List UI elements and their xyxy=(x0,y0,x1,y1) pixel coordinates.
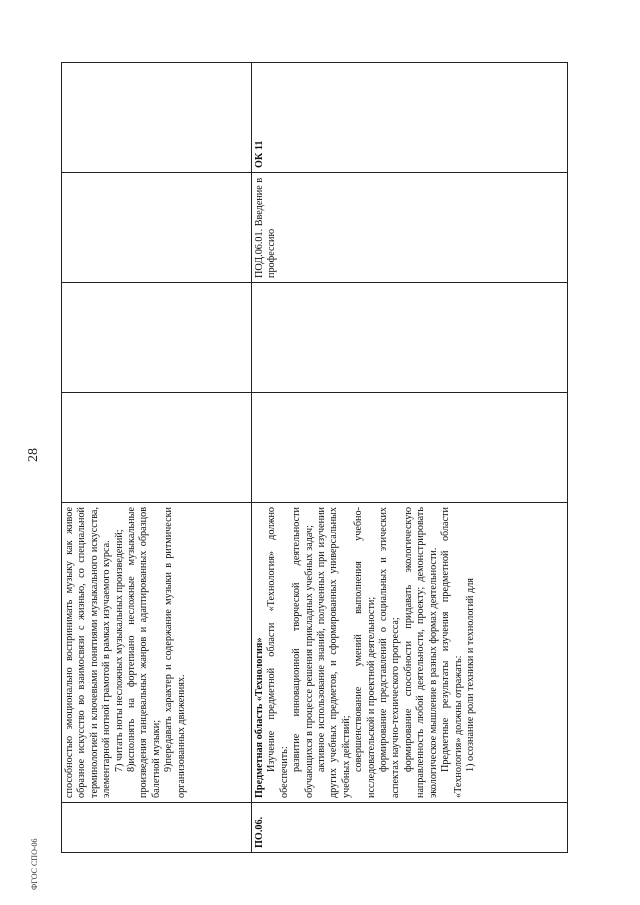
standards-table xyxy=(61,62,568,853)
content-paragraph: активное использование знаний, полученных при изучении других учебных предметов, и сформированных универсальных учебных действий; xyxy=(316,507,352,798)
footer-label: ФГОС СПО-06 xyxy=(30,838,39,890)
content-paragraph: развитие инновационной творческой деятельности обучающихся в процессе решения прикладных учебных задач; xyxy=(291,507,315,798)
content-paragraph: совершенствование умений выполнения учебно-исследовательской и проектной деятельности; xyxy=(353,507,377,798)
content-paragraph: 9)передавать характер и содержание музыки в ритмически организованных движениях. xyxy=(163,507,187,798)
row-code-cell xyxy=(62,803,252,853)
empty-cell xyxy=(62,63,252,173)
content-paragraph: Изучение предметной области «Технология» должно обеспечить: xyxy=(266,507,290,798)
empty-cell xyxy=(62,173,252,283)
empty-cell xyxy=(252,283,568,393)
discipline-cell: ПОД.06.01. Введение в профессию xyxy=(252,173,568,283)
section-heading: Предметная область «Технология» xyxy=(254,637,265,798)
content-paragraph: 7) читать ноты несложных музыкальных произведений; xyxy=(113,529,125,772)
content-paragraph: формирование способности придавать экологическую направленность любой деятельности, проекту; демонстрировать экологическое мышление в разных формах деятельности. xyxy=(402,507,439,798)
row-content-cell xyxy=(252,503,568,803)
row-code-cell: ПО.06. xyxy=(252,803,568,853)
content-paragraph: способностью эмоционально воспринимать музыку как живое образное искусство во взаимосвязи с жизнью, со специальной терминологией и ключевыми понятиями музыкального искусства, элементарной нотной грамотой в рамках изучаемого курса. xyxy=(64,507,113,798)
rotated-table-frame xyxy=(61,63,567,853)
content-paragraph: 1) осознание роли техники и технологий для xyxy=(464,578,476,772)
empty-cell xyxy=(252,393,568,503)
empty-cell xyxy=(62,393,252,503)
competence-cell: ОК 11 xyxy=(252,63,568,173)
empty-cell xyxy=(62,283,252,393)
page-number: 28 xyxy=(26,448,41,462)
row-content-cell xyxy=(62,503,252,803)
content-paragraph: 8)исполнять на фортепиано несложные музыкальные произведения танцевальных жанров и адаптированных образцов балетной музыки; xyxy=(126,507,162,798)
content-paragraph: формирование представлений о социальных и этических аспектах научно-технического прогресса; xyxy=(378,507,402,798)
table-row xyxy=(252,63,568,853)
table-row xyxy=(62,63,252,853)
content-paragraph: Предметные результаты изучения предметной области «Технология» должны отражать: xyxy=(440,507,464,798)
